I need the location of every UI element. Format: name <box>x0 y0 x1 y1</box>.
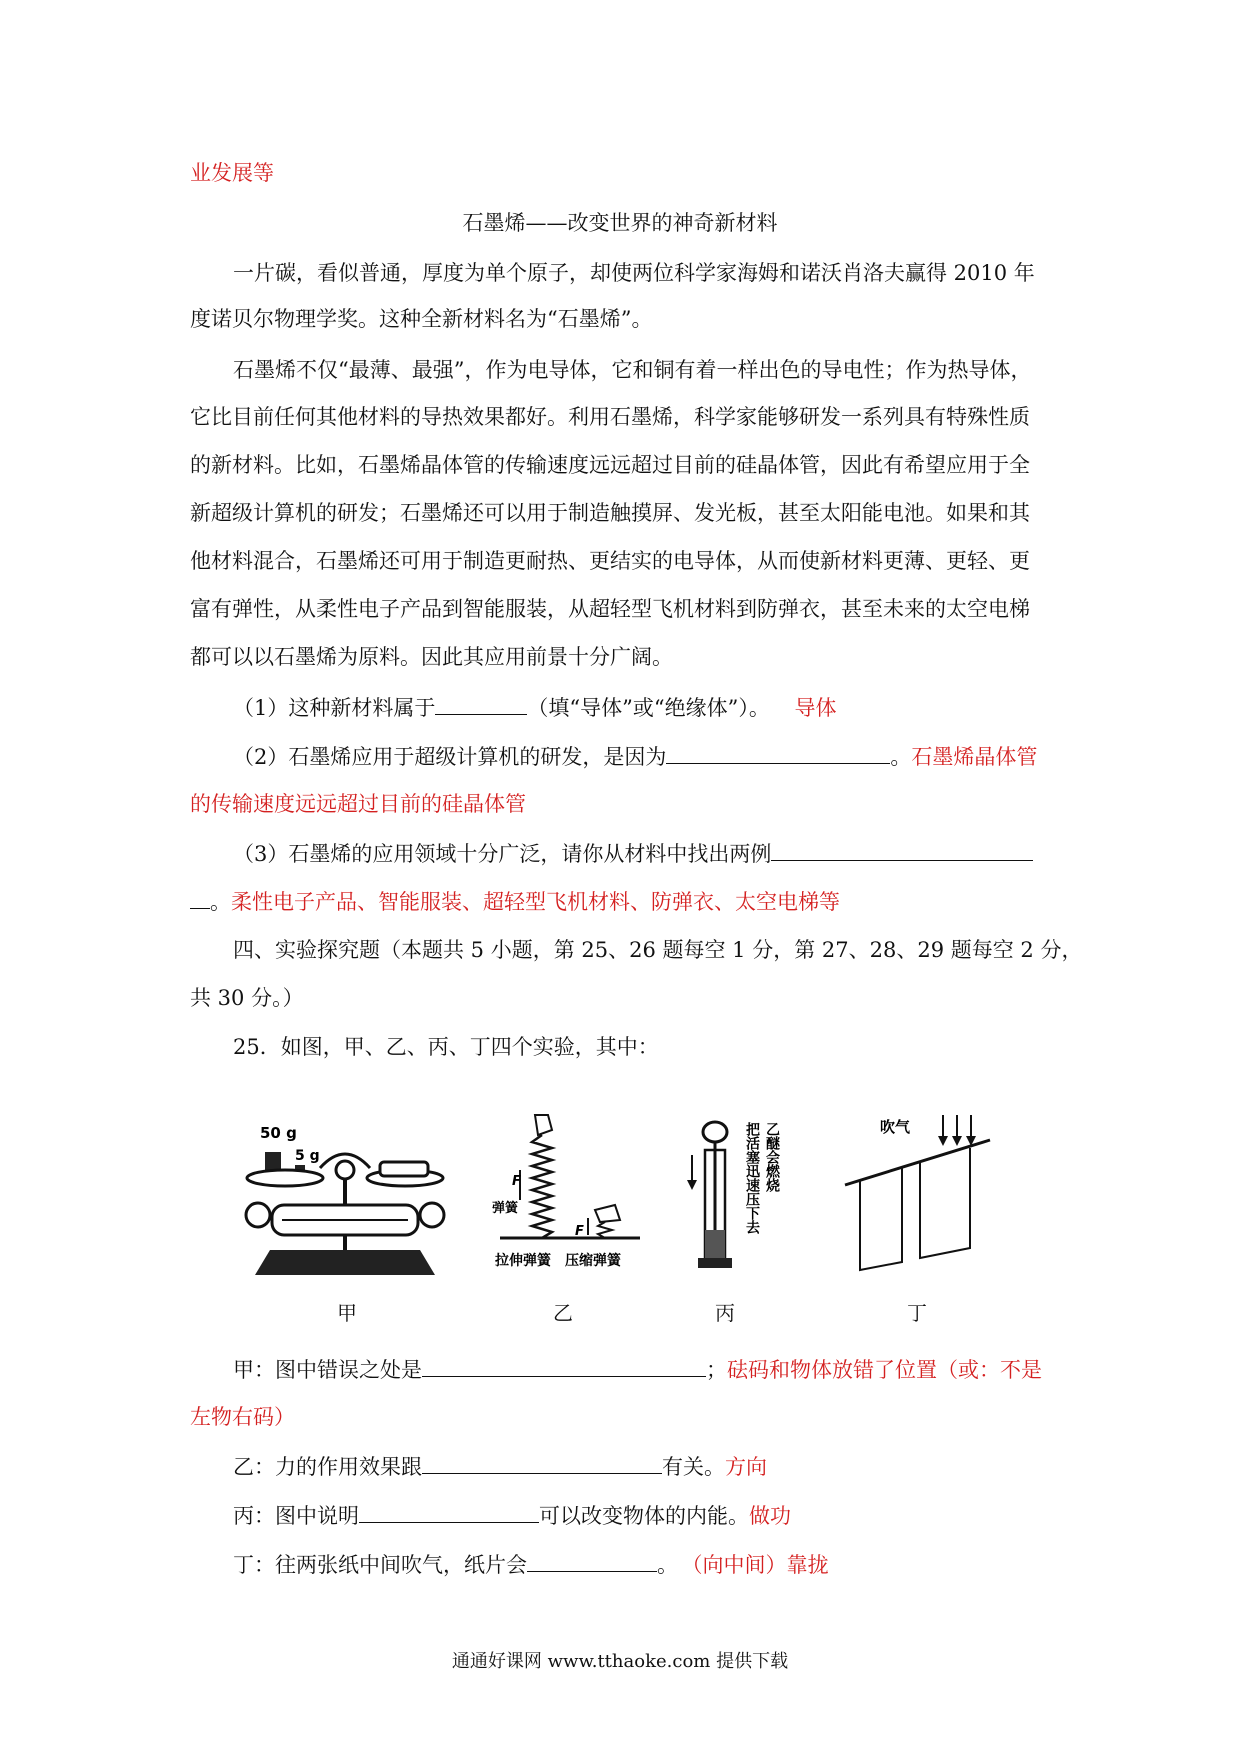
answer-blank[interactable] <box>422 1451 662 1474</box>
figure-caption-yi: 乙 <box>553 1301 573 1325</box>
piston-cylinder-figure <box>680 1110 790 1285</box>
answer-blank[interactable] <box>422 1354 706 1377</box>
answer-blank[interactable] <box>359 1500 539 1523</box>
paragraph-line: 石墨烯不仅“最薄、最强”，作为电导体，它和铜有着一样出色的导电性；作为热导体， <box>233 358 1032 382</box>
jia-answer: 砝码和物体放错了位置（或：不是 <box>727 1358 1042 1382</box>
question-3-tail: 。 <box>210 890 231 914</box>
article-title: 石墨烯——改变世界的神奇新材料 <box>462 211 778 235</box>
question-2 <box>233 741 1037 772</box>
piston-text: 把活塞迅速压下去 <box>744 1122 760 1234</box>
question-3 <box>233 838 1033 869</box>
answer-blank[interactable] <box>190 886 210 909</box>
question-25-stem: 25．如图，甲、乙、丙、丁四个实验，其中： <box>233 1035 659 1059</box>
question-1-text: （1）这种新材料属于 <box>233 696 436 720</box>
figure-caption-bing: 丙 <box>715 1301 735 1325</box>
paragraph-line: 的新材料。比如，石墨烯晶体管的传输速度远远超过目前的硅晶体管，因此有希望应用于全 <box>190 453 1030 477</box>
paragraph-line: 都可以以石墨烯为原料。因此其应用前景十分广阔。 <box>190 645 673 669</box>
question-1 <box>233 692 837 723</box>
paragraph-line: 它比目前任何其他材料的导热效果都好。利用石墨烯，科学家能够研发一系列具有特殊性质 <box>190 405 1030 429</box>
bing-tail: 可以改变物体的内能。 <box>539 1504 749 1528</box>
section-heading-cont: 共 30 分。） <box>190 986 304 1010</box>
figure-caption-jia: 甲 <box>337 1301 357 1325</box>
question-2-tail: 。 <box>890 745 912 769</box>
jia-question <box>233 1354 1042 1385</box>
spring-figure <box>480 1110 650 1285</box>
paragraph-line: 富有弹性，从柔性电子产品到智能服装，从超轻型飞机材料到防弹衣，甚至未来的太空电梯 <box>190 597 1030 621</box>
yi-label: 乙：力的作用效果跟 <box>233 1455 422 1479</box>
ether-text: 乙醚会燃烧 <box>764 1122 780 1192</box>
question-1-answer: 导体 <box>794 696 837 720</box>
bing-label: 丙：图中说明 <box>233 1504 359 1528</box>
blow-label: 吹气 <box>880 1118 911 1136</box>
paragraph-line: 他材料混合，石墨烯还可用于制造更耐热、更结实的电导体，从而使新材料更薄、更轻、更 <box>190 549 1030 573</box>
compress-spring-label: 压缩弹簧 <box>565 1253 621 1269</box>
ding-question <box>233 1549 829 1580</box>
balance-scale-figure <box>240 1110 460 1285</box>
jia-tail: ； <box>706 1358 727 1382</box>
question-1-tail: （填“导体”或“绝缘体”）。 <box>527 696 770 720</box>
answer-blank[interactable] <box>435 692 527 715</box>
yi-question <box>233 1451 767 1482</box>
ding-tail: 。 <box>657 1553 678 1577</box>
spring-label: 弹簧 <box>492 1201 519 1216</box>
question-2-answer: 石墨烯晶体管 <box>911 745 1038 769</box>
force-f-label: F <box>512 1174 521 1189</box>
section-heading: 四、实验探究题（本题共 5 小题，第 25、26 题每空 1 分，第 27、28、29 题每空 2 分， <box>233 938 1083 962</box>
question-2-answer-cont: 的传输速度远远超过目前的硅晶体管 <box>190 792 526 816</box>
question-3-cont <box>190 886 840 917</box>
jia-label: 甲：图中错误之处是 <box>233 1358 422 1382</box>
ding-answer: （向中间）靠拢 <box>692 1553 829 1577</box>
answer-blank[interactable] <box>666 741 890 764</box>
question-3-text: （3）石墨烯的应用领域十分广泛，请你从材料中找出两例 <box>233 842 772 866</box>
paragraph-line: 新超级计算机的研发；石墨烯还可以用于制造触摸屏、发光板，甚至太阳能电池。如果和其 <box>190 501 1030 525</box>
figure-caption-ding: 丁 <box>907 1301 927 1325</box>
paragraph-line: 度诺贝尔物理学奖。这种全新材料名为“石墨烯”。 <box>190 307 653 331</box>
weight-5g-label: 5 g <box>295 1148 320 1164</box>
jia-answer-cont: 左物右码） <box>190 1405 295 1429</box>
paper-blow-figure <box>840 1110 1000 1285</box>
bing-question <box>233 1500 791 1531</box>
answer-blank[interactable] <box>771 838 1033 861</box>
force-f-label: F <box>575 1224 584 1239</box>
stretch-spring-label: 拉伸弹簧 <box>495 1253 551 1269</box>
question-3-answer: 柔性电子产品、智能服装、超轻型飞机材料、防弹衣、太空电梯等 <box>231 890 840 914</box>
answer-blank[interactable] <box>527 1549 657 1572</box>
yi-answer: 方向 <box>725 1455 767 1479</box>
ding-label: 丁：往两张纸中间吹气，纸片会 <box>233 1553 527 1577</box>
yi-tail: 有关。 <box>662 1455 725 1479</box>
paragraph-line: 一片碳，看似普通，厚度为单个原子，却使两位科学家海姆和诺沃肖洛夫赢得 2010 年 <box>233 261 1035 285</box>
bing-answer: 做功 <box>749 1504 791 1528</box>
weight-50g-label: 50 g <box>260 1124 297 1142</box>
question-2-text: （2）石墨烯应用于超级计算机的研发，是因为 <box>233 745 667 769</box>
page-footer: 通通好课网 www.tthaoke.com 提供下载 <box>451 1651 789 1672</box>
header-fragment: 业发展等 <box>190 161 274 185</box>
